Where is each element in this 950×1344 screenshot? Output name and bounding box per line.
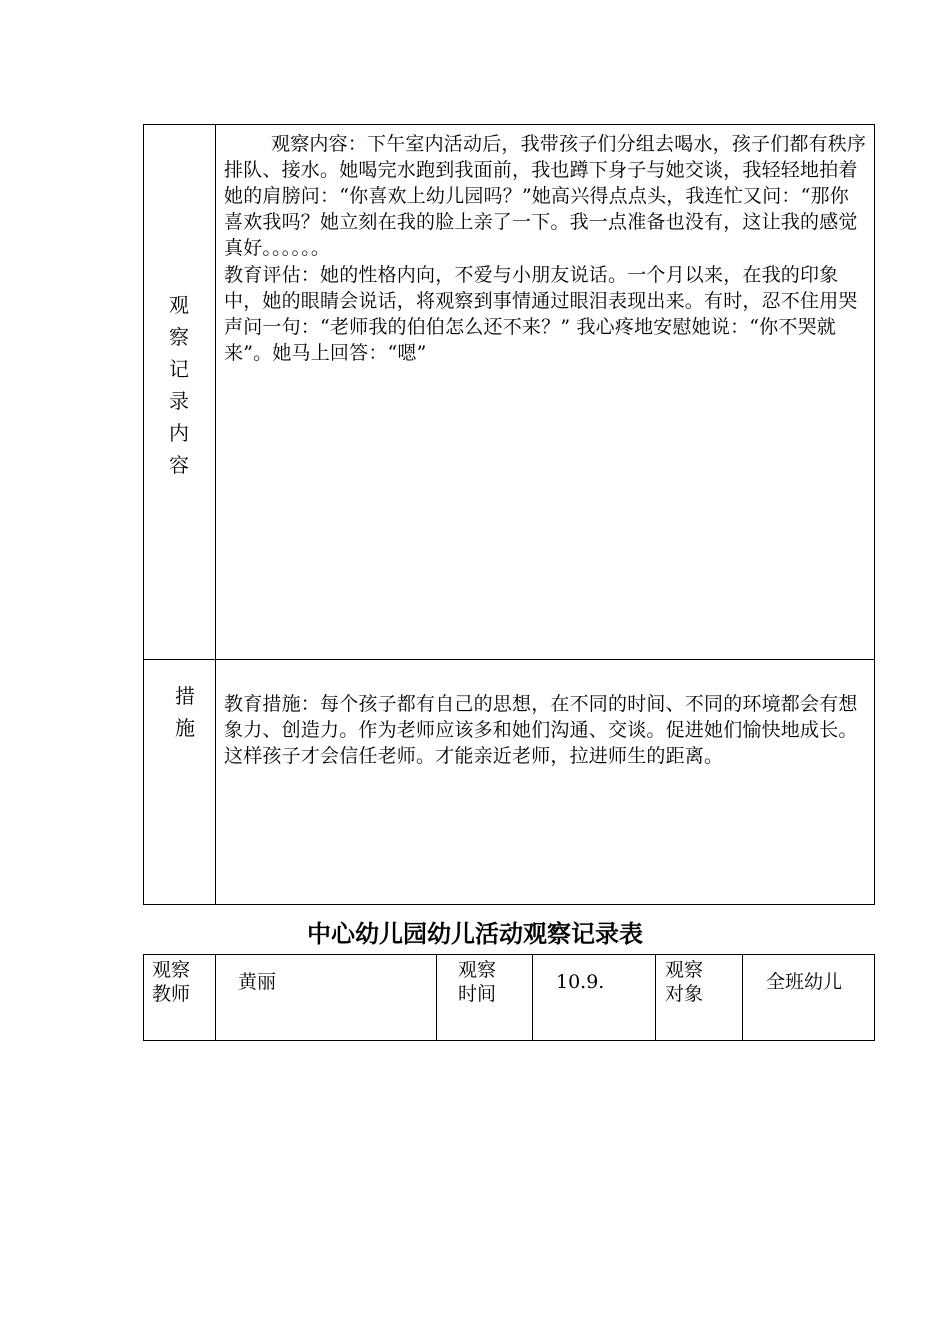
teacher-label: 观察教师	[152, 959, 191, 1005]
time-label: 观察时间	[458, 959, 497, 1005]
page-title: 中心幼儿园幼儿活动观察记录表	[307, 920, 643, 948]
education-evaluation: 教育评估：她的性格内向，不爱与小朋友说话。一个月以来，在我的印象中，她的眼睛会说话，将观察到事情通过眼泪表现出来。有时，忍不住用哭声问一句：“老师我的伯伯怎么还不来？” 我心疼地安慰她说：“你不哭就来”。她马上回答：“嗯”	[224, 264, 858, 364]
observation-content: 观察内容：下午室内活动后，我带孩子们分组去喝水，孩子们都有秩序排队、接水。她喝完水跑到我面前，我也蹲下身子与她交谈，我轻轻地拍着她的肩膀问：“你喜欢上幼儿园吗？”她高兴得点点头，我连忙又问：“那你喜欢我吗？她立刻在我的脸上亲了一下。我一点准备也没有，这让我的感觉真好。。。。。。	[224, 133, 867, 259]
education-measures: 教育措施：每个孩子都有自己的思想，在不同的时间、不同的环境都会有想象力、创造力。作为老师应该多和她们沟通、交谈。促进她们愉快地成长。这样孩子才会信任老师。才能亲近老师，拉进师生的距离。	[224, 693, 858, 767]
target-value: 全班幼儿	[766, 971, 843, 993]
observation-record-label: 观察记录内容	[169, 293, 189, 477]
target-label: 观察对象	[665, 959, 704, 1005]
time-value: 10.9.	[556, 971, 605, 993]
teacher-value: 黄丽	[238, 971, 277, 993]
measures-label: 措施	[175, 684, 195, 740]
